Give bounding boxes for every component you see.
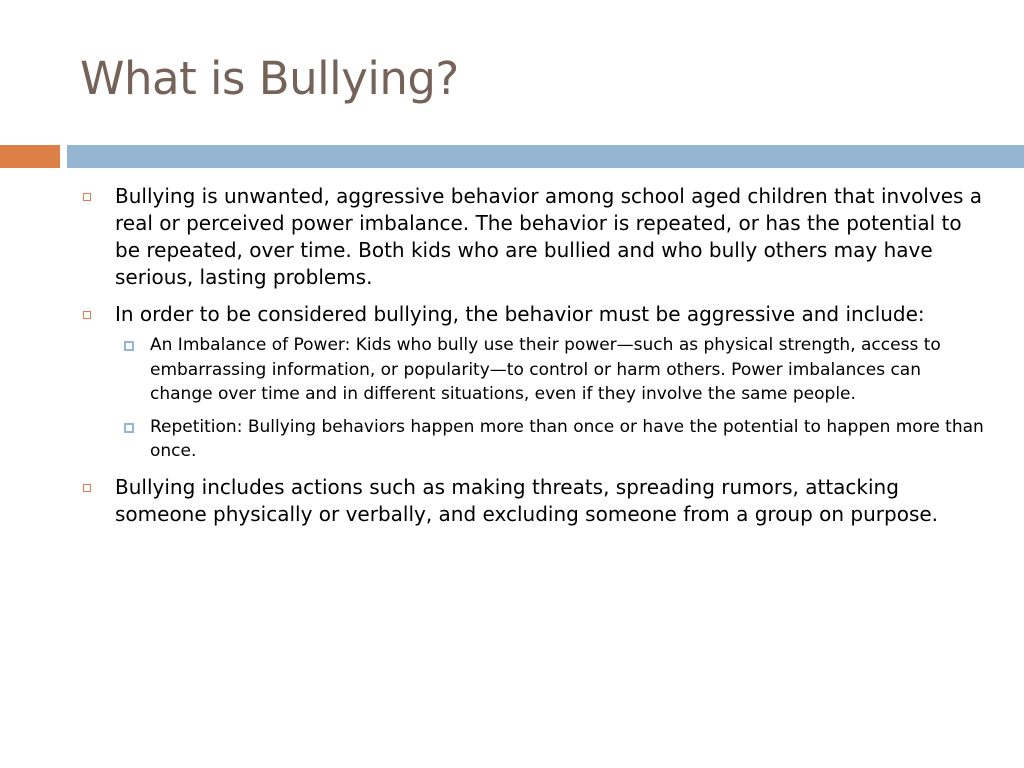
bullet-text: Bullying is unwanted, aggressive behavior among school aged children that involves a real or perceived power imbalance. The behavior is repeated, or has the potential to be repeated, over time. Both kids who are bullied and who bully others may have serious, lasting problems.: [115, 184, 983, 289]
square-bullet-icon: [83, 484, 91, 492]
square-bullet-icon: [124, 423, 134, 433]
title-accent-bar-blue: [67, 145, 1024, 168]
bullet-item-criteria: [80, 301, 985, 464]
bullet-text: In order to be considered bullying, the behavior must be aggressive and include:: [115, 302, 925, 326]
sub-bullet-item-imbalance-of-power: [115, 333, 985, 407]
square-bullet-icon: [124, 341, 134, 351]
title-accent-bar-orange: [0, 145, 60, 168]
slide-content: [80, 183, 985, 538]
sub-bullet-text: An Imbalance of Power: Kids who bully use their power—such as physical strength, access to embarrassing information, or popularity—to control or harm others. Power imbalances can change over time and in different situations, even if they involve the same people.: [150, 335, 941, 404]
sub-bullet-list: [115, 333, 985, 464]
bullet-item-definition: [80, 183, 985, 291]
sub-bullet-text: Repetition: Bullying behaviors happen more than once or have the potential to happen more than once.: [150, 416, 984, 461]
bullet-text: Bullying includes actions such as making threats, spreading rumors, attacking someone physically or verbally, and excluding someone from a group on purpose.: [115, 474, 939, 526]
square-bullet-icon: [83, 193, 91, 201]
slide-title: What is Bullying?: [80, 52, 459, 105]
square-bullet-icon: [83, 311, 91, 319]
bullet-item-actions: [80, 474, 985, 528]
sub-bullet-item-repetition: [115, 415, 985, 464]
